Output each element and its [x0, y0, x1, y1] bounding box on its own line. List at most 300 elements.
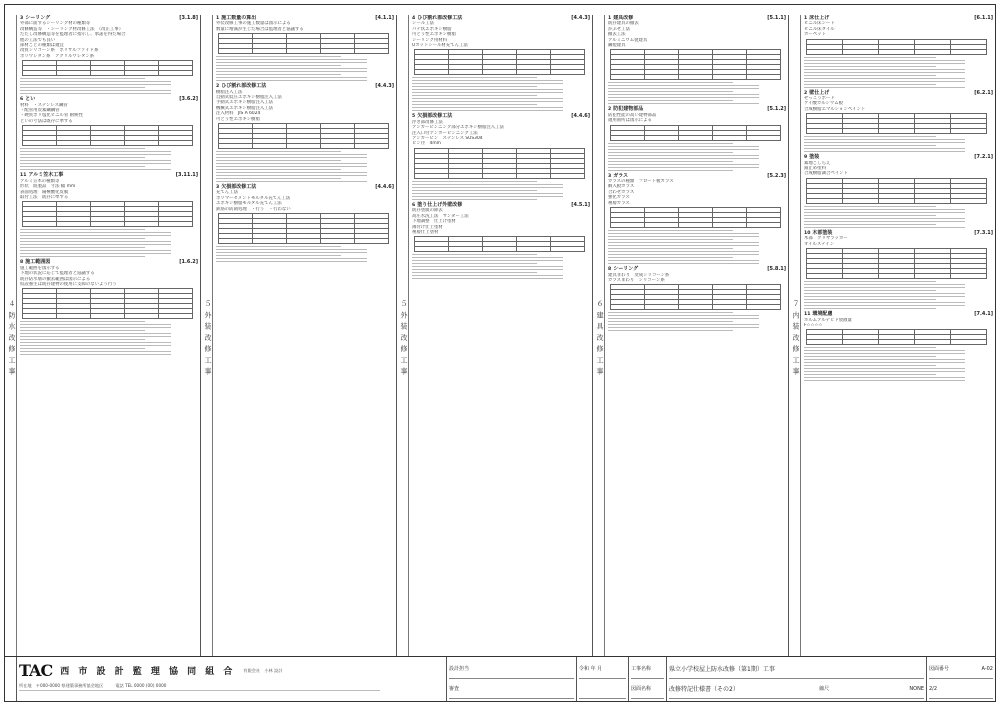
spec-line: 既存建具の撤去 [608, 21, 639, 27]
section-number: 6 [20, 97, 24, 103]
table-cell [915, 340, 951, 345]
text-placeholder-line [804, 362, 965, 363]
text-placeholder-line [412, 269, 563, 270]
title-block-edge [5, 657, 17, 701]
table-cell [320, 49, 354, 54]
spec-line: シール工法 [412, 21, 434, 27]
scale-value: NONE [909, 685, 924, 692]
text-placeholder-line [804, 308, 936, 309]
text-placeholder-line [412, 193, 563, 194]
text-placeholder-line [804, 299, 936, 300]
text-placeholder-line [412, 272, 537, 273]
table-cell [644, 135, 678, 140]
text-placeholder-line [608, 170, 733, 171]
spec-line: といの寸法は既存に準ずる [20, 118, 73, 124]
table-cell [807, 49, 843, 54]
spec-line: 錆止め塗料 [804, 166, 826, 172]
table-cell [915, 129, 951, 134]
text-placeholder-line [608, 94, 759, 95]
spec-line: 材料 ・ステンレス鋼管 [20, 102, 68, 108]
spec-line: ビニル床タイル [804, 26, 835, 32]
section-ref: [6.1.1] [974, 15, 993, 21]
text-placeholder-line [804, 356, 936, 357]
text-placeholder-line [804, 353, 965, 354]
table-cell [915, 49, 951, 54]
spec-line: 合わせガラス [608, 189, 635, 195]
spec-column [789, 15, 995, 657]
table-cell [550, 173, 584, 178]
spec-line: シーリング用材料 [412, 37, 448, 43]
table-cell [415, 70, 449, 75]
text-placeholder-line [412, 190, 537, 191]
text-placeholder-line [20, 81, 171, 82]
spec-table [610, 284, 781, 310]
text-placeholder-line [216, 154, 367, 155]
text-placeholder-line [608, 164, 759, 165]
text-placeholder-line [20, 148, 145, 149]
text-placeholder-line [804, 347, 936, 348]
section-number: 9 [804, 155, 808, 161]
table-cell [482, 247, 516, 252]
text-placeholder-line [20, 84, 171, 85]
section-number: 10 [804, 230, 811, 236]
spec-line: 複層ガラス [608, 200, 630, 206]
text-placeholder-line [804, 57, 936, 58]
table-cell [951, 129, 987, 134]
spec-sheet [4, 4, 996, 702]
text-placeholder-line [20, 253, 171, 254]
section-number: 3 [608, 173, 612, 179]
spec-section [608, 174, 786, 264]
table-cell [678, 223, 712, 228]
section-number: 11 [20, 173, 27, 179]
text-placeholder-line [608, 327, 759, 328]
table-cell [23, 222, 57, 227]
spec-line: 適用箇所は図示による [608, 118, 652, 124]
text-placeholder-line [804, 212, 965, 213]
text-placeholder-line [608, 318, 759, 319]
text-placeholder-line [804, 227, 965, 228]
text-placeholder-line [804, 221, 965, 222]
spec-line: 注入口付アンカーピンニング工法 [412, 130, 478, 136]
table-cell [219, 49, 253, 54]
text-placeholder-line [216, 258, 367, 259]
text-placeholder-line [804, 365, 936, 366]
table-cell [611, 135, 645, 140]
spec-table [218, 213, 389, 244]
text-placeholder-line [804, 60, 965, 61]
text-placeholder-line [804, 218, 965, 219]
text-placeholder-line [804, 215, 936, 216]
spec-section [412, 203, 590, 279]
date-block [577, 657, 629, 701]
section-number: 3 [20, 16, 24, 21]
table-cell [482, 70, 516, 75]
text-placeholder-line [20, 339, 145, 340]
org-tel: 電話 TEL 0000 (00) 0000 [115, 683, 167, 688]
spec-table [806, 248, 987, 279]
section-title: 壁仕上げ [809, 89, 830, 96]
table-cell [23, 314, 57, 319]
table-cell [516, 70, 550, 75]
table-cell [354, 49, 388, 54]
section-title: 建具改修 [613, 15, 634, 21]
table-cell [90, 314, 124, 319]
section-title: シーリング [613, 266, 639, 273]
spec-section [216, 84, 394, 182]
spec-section [412, 114, 590, 199]
section-title: 施工範囲図 [25, 259, 51, 266]
text-placeholder-line [20, 154, 171, 155]
text-placeholder-line [216, 56, 341, 57]
drawing-name: 改修特記仕様書（その2） [669, 686, 739, 693]
text-placeholder-line [608, 97, 759, 98]
spec-line: 充てん工法 [216, 190, 238, 196]
spec-line: せっこうボード [804, 96, 835, 102]
text-placeholder-line [804, 287, 965, 288]
spec-column [593, 15, 789, 657]
column-category-label: ５ 外 装 改 修 工 事 [397, 15, 409, 657]
spec-table [22, 60, 193, 76]
spec-table [218, 123, 389, 149]
column-category-label: ６ 建 具 改 修 工 事 [593, 15, 605, 657]
column-category-label: ７ 内 装 改 修 工 事 [789, 15, 801, 657]
table-cell [843, 340, 879, 345]
spec-table [806, 178, 987, 204]
section-ref: [5.8.1] [767, 266, 786, 273]
spec-line: 改修構造等 ・シーリング材改修工法 （改正工事） [20, 26, 124, 32]
text-placeholder-line [608, 254, 759, 255]
text-placeholder-line [804, 142, 965, 143]
table-cell [286, 239, 320, 244]
text-placeholder-line [804, 371, 965, 372]
spec-table [806, 39, 987, 55]
text-placeholder-line [608, 158, 759, 159]
text-placeholder-line [804, 81, 965, 82]
text-placeholder-line [216, 68, 367, 69]
text-placeholder-line [20, 238, 145, 239]
table-cell [124, 314, 158, 319]
spec-line: アンカーピンニング部分エポキシ樹脂注入工法 [412, 125, 504, 131]
spec-line: 既存塗膜の除去 [412, 208, 443, 214]
spec-line: 外装改修工事の施工数量は図示による [216, 21, 291, 27]
text-placeholder-line [412, 104, 537, 105]
spec-line: パテ状エポキシ樹脂 [412, 26, 452, 32]
section-title: 塗り仕上げ外壁改修 [417, 201, 463, 208]
spec-line: F☆☆☆☆ [804, 322, 823, 328]
text-placeholder-line [20, 354, 171, 355]
text-placeholder-line [20, 345, 171, 346]
table-cell [712, 223, 746, 228]
column-body [802, 15, 995, 657]
text-placeholder-line [412, 278, 563, 279]
table-cell [219, 239, 253, 244]
table-cell [951, 274, 987, 279]
text-placeholder-line [20, 351, 171, 352]
text-placeholder-line [216, 71, 367, 72]
text-placeholder-line [608, 85, 759, 86]
section-ref: [4.5.1] [571, 201, 590, 208]
table-cell [90, 222, 124, 227]
spec-line: ・硬質ポリ塩化ビニル管 耐候性 [20, 113, 83, 119]
table-cell [807, 274, 843, 279]
spec-line: アンカーピン ステンレス SUS304 [412, 136, 483, 142]
spec-line: ガラスまわり シリコーン系 [608, 277, 665, 283]
org-address: 所在地 〒000-0000 県建築事務所協会地区 [19, 683, 104, 688]
text-placeholder-line [804, 69, 965, 70]
text-placeholder-line [804, 63, 965, 64]
spec-table [610, 49, 781, 80]
text-placeholder-line [608, 324, 759, 325]
spec-line: ポリマーセメントモルタル充てん工法 [216, 195, 291, 201]
text-placeholder-line [412, 92, 563, 93]
table-cell [712, 75, 746, 80]
spec-line: 合成樹脂調合ペイント [804, 171, 848, 177]
spec-table [414, 49, 585, 75]
section-title: 床仕上げ [809, 15, 830, 21]
text-placeholder-line [216, 169, 341, 170]
drawing-no: A-02 [981, 665, 993, 672]
table-cell [90, 71, 124, 76]
text-placeholder-line [216, 80, 367, 81]
checker-label: 審査 [449, 686, 460, 692]
section-number: 2 [804, 90, 808, 96]
section-title: 欠損部改修工法 [221, 184, 257, 191]
text-placeholder-line [20, 256, 145, 257]
text-placeholder-line [20, 342, 171, 343]
text-placeholder-line [412, 181, 537, 182]
spec-table [806, 113, 987, 134]
spec-table [414, 148, 585, 179]
spec-section [608, 267, 786, 331]
table-cell [843, 49, 879, 54]
spec-line: ピン径 4mm [412, 141, 441, 147]
spec-line: 樹脂注入工法 [216, 89, 243, 95]
text-placeholder-line [20, 327, 171, 328]
table-cell [879, 274, 915, 279]
spec-line: 施工範囲を図示する [20, 265, 60, 271]
spec-line: 鉄筋の防錆処理 ・行う ・行わない [216, 206, 291, 212]
spec-line: ・配管用炭素鋼鋼管 [20, 108, 60, 114]
spec-section [804, 231, 993, 309]
name-block [667, 657, 927, 701]
spec-line: 素地ごしらえ [804, 160, 831, 166]
text-placeholder-line [804, 206, 936, 207]
spec-section [804, 16, 993, 88]
text-placeholder-line [216, 175, 367, 176]
number-block [927, 657, 995, 701]
spec-line: 可とう性エポキシ樹脂 [216, 116, 260, 122]
table-cell [712, 135, 746, 140]
section-number: 11 [804, 312, 811, 318]
table-cell [448, 247, 482, 252]
text-placeholder-line [804, 66, 936, 67]
table-cell [915, 198, 951, 203]
section-title: シーリング [25, 15, 51, 21]
section-title: 塗装 [809, 154, 820, 161]
text-placeholder-line [20, 90, 171, 91]
text-placeholder-line [412, 83, 563, 84]
spec-section [20, 16, 198, 94]
text-placeholder-line [20, 93, 171, 94]
spec-line: ケイ酸カルシウム板 [804, 101, 844, 107]
spec-section [608, 16, 786, 104]
text-placeholder-line [608, 230, 733, 231]
table-cell [807, 340, 843, 345]
section-ref: [1.6.2] [179, 259, 198, 266]
text-placeholder-line [412, 196, 563, 197]
drawing-no-label: 図面番号 [929, 666, 950, 672]
spec-line: エポキシ樹脂モルタル充てん工法 [216, 201, 282, 207]
text-placeholder-line [216, 181, 367, 182]
column-category-label: ５ 外 装 改 修 工 事 [201, 15, 213, 657]
text-placeholder-line [20, 324, 171, 325]
text-placeholder-line [608, 161, 733, 162]
section-ref: [4.4.3] [571, 15, 590, 21]
text-placeholder-line [804, 380, 965, 381]
table-cell [843, 198, 879, 203]
section-title: 木部塗装 [812, 229, 833, 236]
text-placeholder-line [608, 245, 759, 246]
text-placeholder-line [412, 89, 563, 90]
text-placeholder-line [412, 107, 563, 108]
text-placeholder-line [20, 160, 171, 161]
text-placeholder-line [608, 236, 759, 237]
spec-line: 自動式低圧エポキシ樹脂注入工法 [216, 95, 282, 101]
section-ref: [4.4.3] [375, 83, 394, 90]
table-cell [219, 144, 253, 149]
text-placeholder-line [216, 172, 367, 173]
section-title: 環境配慮 [812, 311, 833, 318]
table-cell [158, 141, 192, 146]
text-placeholder-line [608, 167, 759, 168]
spec-section [804, 312, 993, 381]
table-cell [124, 71, 158, 76]
text-placeholder-line [20, 151, 171, 152]
table-cell [320, 144, 354, 149]
spec-line: 改質シリコーン系 ポリサルファイド系 [20, 48, 99, 54]
spec-line: ビニル床シート [804, 21, 835, 27]
table-cell [158, 222, 192, 227]
spec-table [610, 125, 781, 141]
section-number: 8 [608, 267, 612, 273]
text-placeholder-line [608, 146, 759, 147]
table-cell [678, 75, 712, 80]
text-placeholder-line [216, 65, 341, 66]
table-cell [550, 247, 584, 252]
spec-line: かぶせ工法 [608, 26, 630, 32]
organization-block [17, 657, 447, 701]
spec-line: アルミ笠木の種類等 [20, 178, 60, 184]
text-placeholder-line [20, 348, 145, 349]
table-cell [644, 75, 678, 80]
text-placeholder-line [216, 163, 367, 164]
table-cell [746, 305, 780, 310]
section-title: 防犯建物部品 [613, 106, 644, 113]
table-cell [252, 144, 286, 149]
text-placeholder-line [412, 110, 563, 111]
section-ref: [5.1.1] [767, 15, 786, 21]
table-cell [611, 305, 645, 310]
section-number: 2 [608, 107, 612, 113]
org-sub: 有限会社 小林 設計 [243, 668, 283, 673]
text-placeholder-line [412, 275, 563, 276]
text-placeholder-line [412, 77, 537, 78]
text-placeholder-line [804, 148, 965, 149]
text-placeholder-line [804, 359, 965, 360]
text-placeholder-line [608, 263, 759, 264]
spec-section [412, 16, 590, 111]
text-placeholder-line [804, 374, 936, 375]
text-placeholder-line [20, 157, 145, 158]
spec-line: ホルムアルデヒド放散量 [804, 317, 852, 323]
spec-line: たたし改修構造等を監理者に指示し、承諾を得た場合 [20, 32, 126, 38]
table-cell [843, 129, 879, 134]
text-placeholder-line [804, 293, 965, 294]
section-title: アルミ笠木工事 [28, 172, 64, 179]
table-cell [252, 239, 286, 244]
org-name: 西 市 設 計 監 理 協 同 組 合 [60, 667, 236, 677]
spec-line: 建具まわり 変成シリコーン系 [608, 272, 670, 278]
table-cell [415, 247, 449, 252]
section-ref: [7.2.1] [974, 154, 993, 161]
spec-table [806, 329, 987, 345]
text-placeholder-line [608, 242, 759, 243]
text-placeholder-line [804, 290, 936, 291]
spec-line: Uカットシール材充てん工法 [412, 43, 468, 49]
table-cell [843, 274, 879, 279]
project-name: 県立小学校屋上防水改修（第1期）工事 [669, 666, 775, 673]
table-cell [482, 173, 516, 178]
column-body [606, 15, 788, 657]
text-placeholder-line [804, 75, 936, 76]
text-placeholder-line [804, 305, 965, 306]
project-label: 工事名称 [631, 666, 652, 672]
table-cell [746, 223, 780, 228]
text-placeholder-line [412, 260, 563, 261]
section-number: 5 [412, 114, 416, 120]
text-placeholder-line [804, 87, 965, 88]
text-placeholder-line [20, 330, 145, 331]
spec-line: 下地の状況に応じて監理者と協議する [20, 271, 95, 277]
text-placeholder-line [20, 232, 171, 233]
table-cell [879, 198, 915, 203]
text-placeholder-line [608, 88, 759, 89]
column-body [18, 15, 200, 657]
text-placeholder-line [216, 59, 367, 60]
text-placeholder-line [608, 143, 733, 144]
drawing-label: 図面名称 [631, 686, 652, 692]
table-cell [879, 129, 915, 134]
section-ref: [4.1.1] [375, 15, 394, 21]
text-placeholder-line [608, 260, 759, 261]
spec-table [610, 207, 781, 228]
text-placeholder-line [20, 229, 145, 230]
text-placeholder-line [20, 333, 171, 334]
table-cell [56, 141, 90, 146]
spec-line: 部材ごとの種類は適宜 [20, 43, 64, 49]
title-block [5, 656, 995, 701]
section-number: 3 [216, 185, 220, 191]
text-placeholder-line [804, 136, 936, 137]
text-placeholder-line [412, 187, 563, 188]
spec-table [22, 201, 193, 227]
table-cell [56, 222, 90, 227]
table-cell [286, 144, 320, 149]
text-placeholder-line [804, 284, 965, 285]
text-placeholder-line [804, 368, 965, 369]
text-placeholder-line [804, 302, 965, 303]
